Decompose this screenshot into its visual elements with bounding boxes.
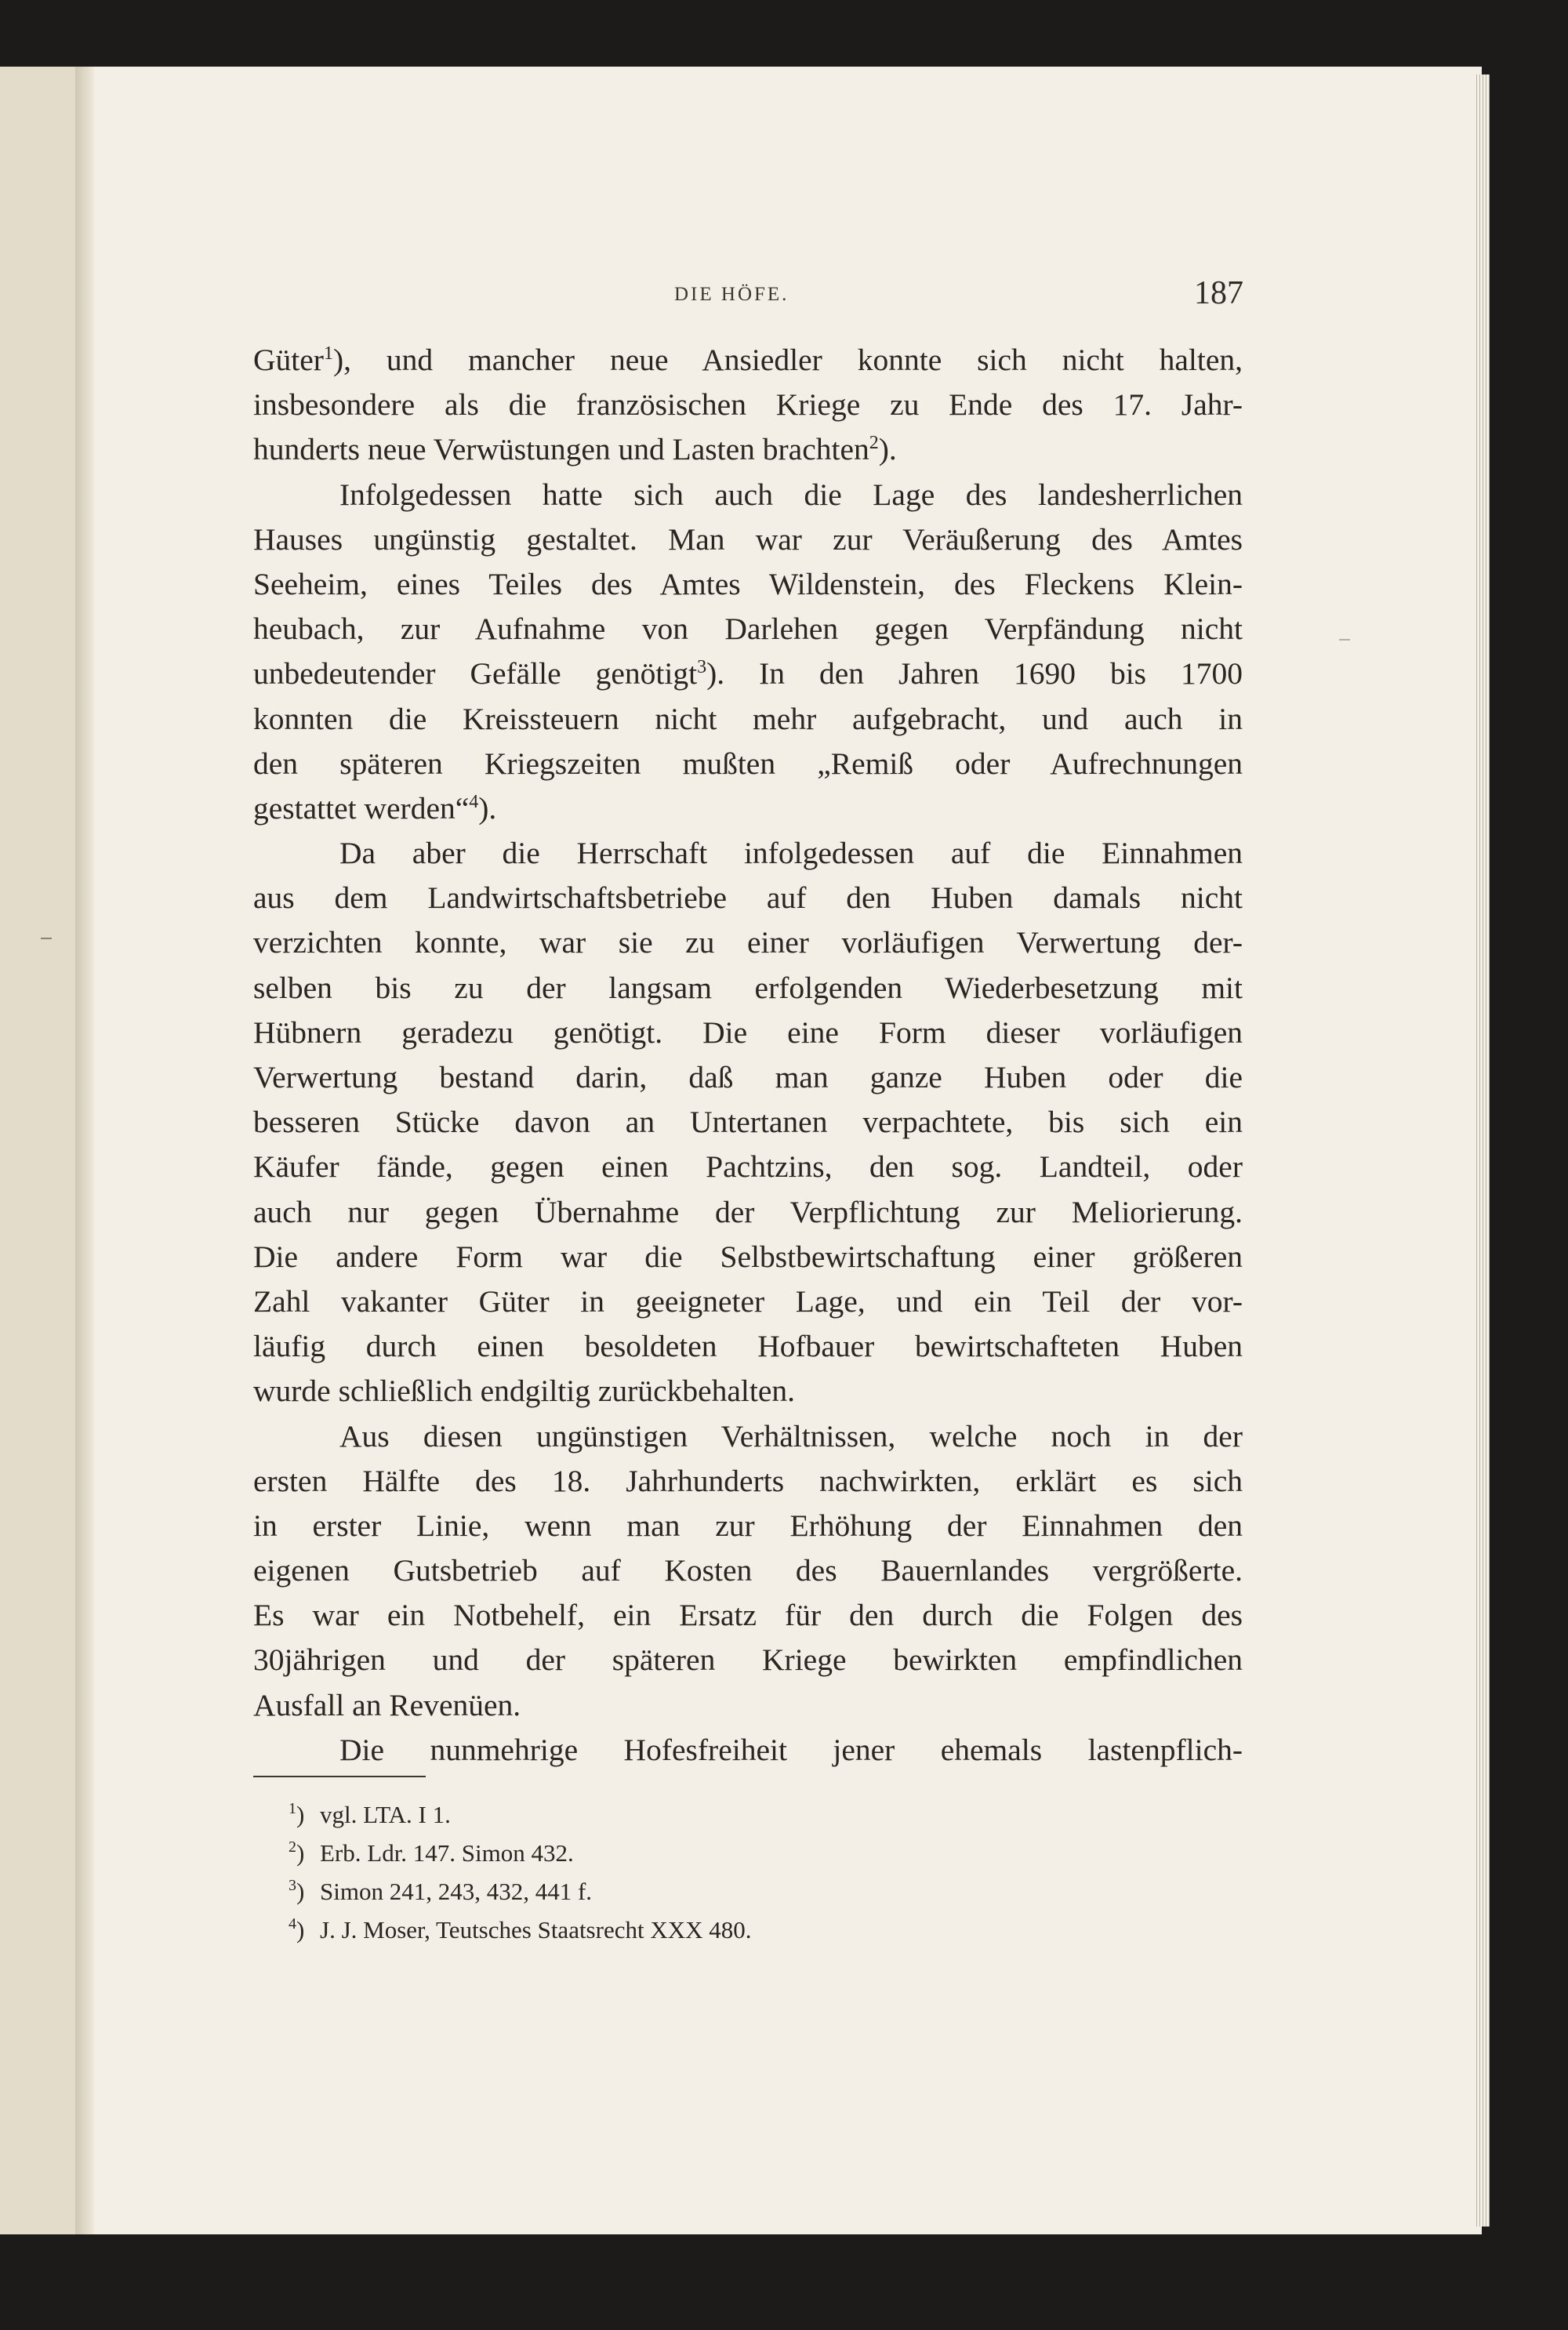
text-line: Hübnern geradezu genötigt. Die eine Form dieser vorläufigen [253, 1014, 1243, 1050]
text-line: heubach, zur Aufnahme von Darlehen gegen Verpfändung nicht [253, 612, 1243, 647]
footnote: $^4$) J. J. Moser, Teutsches Staatsrecht XXX 480. [289, 1915, 752, 1943]
text-line: aus dem Landwirtschaftsbetriebe auf den Huben damals nicht [253, 880, 1243, 916]
text-line: insbesondere als die französischen Kriege zu Ende des 17. Jahr- [253, 387, 1243, 423]
text-line: Aus diesen ungünstigen Verhältnissen, welche noch in der [339, 1418, 1243, 1454]
text-line: selben bis zu der langsam erfolgenden Wiederbesetzung mit [253, 970, 1243, 1005]
footnote-rule [253, 1776, 426, 1777]
text-line: Verwertung bestand darin, daß man ganze Huben oder die [253, 1060, 1243, 1094]
footnote: $^2$) Erb. Ldr. 147. Simon 432. [289, 1838, 574, 1867]
page-number: 187 [1194, 275, 1243, 311]
text-line: Es war ein Notbehelf, ein Ersatz für den durch die Folgen des [253, 1598, 1243, 1633]
text-line: verzichten konnte, war sie zu einer vorläufigen Verwertung der- [253, 925, 1243, 960]
text-line: Die andere Form war die Selbstbewirtschaftung einer größeren [253, 1239, 1243, 1274]
text-line: Seeheim, eines Teiles des Amtes Wildenstein, des Fleckens Klein- [253, 566, 1243, 601]
text-line: in erster Linie, wenn man zur Erhöhung der Einnahmen den [253, 1508, 1243, 1543]
text-line: den späteren Kriegszeiten mußten „Remiß oder Aufrechnungen [253, 746, 1243, 781]
text-line: 30jährigen und der späteren Kriege bewirkten empfindlichen [253, 1642, 1243, 1678]
text-line: Güter$^1$), und mancher neue Ansiedler konnte sich nicht halten, [253, 343, 1243, 377]
footnote: $^3$) Simon 241, 243, 432, 441 f. [289, 1877, 593, 1905]
text-line: Hauses ungünstig gestaltet. Man war zur Veräußerung des Amtes [253, 521, 1243, 557]
footnote: $^1$) vgl. LTA. I 1. [289, 1800, 451, 1828]
text-line: Infolgedessen hatte sich auch die Lage des landesherrlichen [339, 477, 1243, 512]
text-line: Da aber die Herrschaft infolgedessen auf die Einnahmen [339, 836, 1243, 871]
text-line: wurde schließlich endgiltig zurückbehalten. [253, 1374, 796, 1409]
text-line: läufig durch einen besoldeten Hofbauer bewirtschafteten Huben [253, 1329, 1243, 1364]
book-spine [75, 67, 96, 2234]
text-line: Die nunmehrige Hofesfreiheit jener ehemals lastenpflich- [339, 1732, 1243, 1767]
text-line: ersten Hälfte des 18. Jahrhunderts nachwirkten, erklärt es sich [253, 1463, 1243, 1498]
text-line: Zahl vakanter Güter in geeigneter Lage, und ein Teil der vor- [253, 1283, 1243, 1319]
body-text [253, 338, 1243, 1773]
text-line: unbedeutender Gefälle genötigt$^3$). In den Jahren 1690 bis 1700 [253, 656, 1243, 691]
text-line: hunderts neue Verwüstungen und Lasten brachten$^2$). [253, 432, 897, 467]
running-head: DIE HÖFE. [674, 284, 789, 305]
text-line: gestattet werden“$^4$). [253, 790, 497, 826]
margin-mark-right [1339, 639, 1350, 641]
text-line: besseren Stücke davon an Untertanen verpachtete, bis sich ein [253, 1105, 1243, 1140]
left-page-edge [0, 67, 84, 2234]
text-line: Ausfall an Revenüen. [253, 1687, 521, 1722]
text-line: Käufer fände, gegen einen Pachtzins, den sog. Landteil, oder [253, 1149, 1243, 1185]
footnotes [289, 1795, 752, 1949]
text-line: konnten die Kreissteuern nicht mehr aufgebracht, und auch in [253, 701, 1243, 736]
page-block-edge [1474, 74, 1490, 2227]
margin-mark-left [41, 938, 52, 939]
text-line: auch nur gegen Übernahme der Verpflichtung zur Meliorierung. [253, 1194, 1243, 1229]
text-line: eigenen Gutsbetrieb auf Kosten des Bauernlandes vergrößerte. [253, 1553, 1243, 1588]
